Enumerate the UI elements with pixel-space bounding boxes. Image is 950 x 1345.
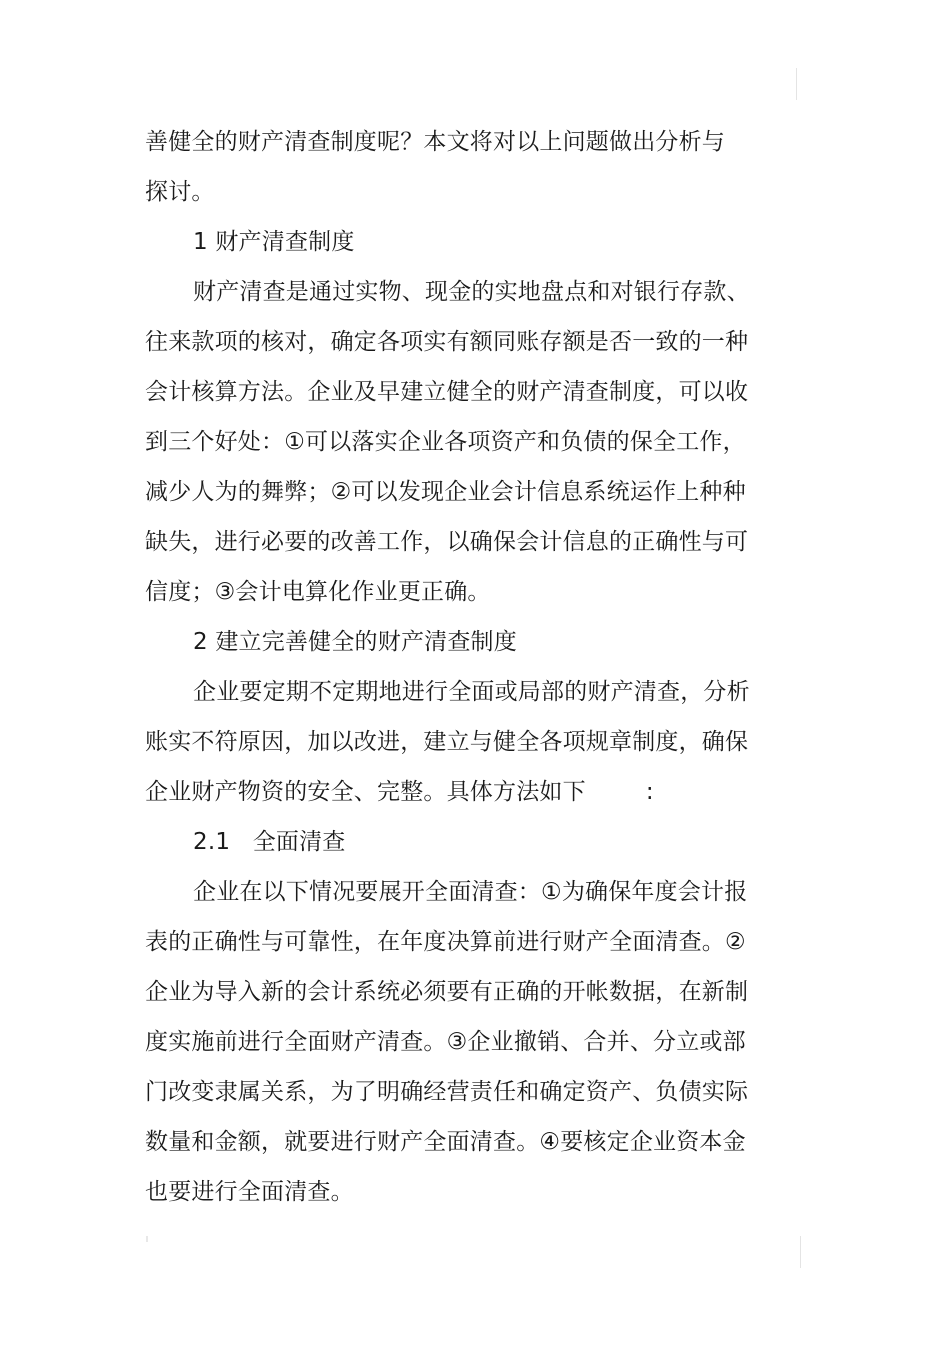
bottom-left-mark xyxy=(146,1236,148,1242)
text-line: 度实施前进行全面财产清查。③企业撤销、合并、分立或部 xyxy=(145,1029,746,1055)
text-line: 探讨。 xyxy=(145,179,215,205)
text-line: 信度；③会计电算化作业更正确。 xyxy=(145,579,491,605)
text-line: 到三个好处：①可以落实企业各项资产和负债的保全工作， xyxy=(145,429,746,455)
paragraph-first-line: 企业在以下情况要展开全面清查：①为确保年度会计报 xyxy=(193,879,748,905)
text-line: 企业财产物资的安全、完整。具体方法如下 : xyxy=(145,779,654,805)
section-heading: 2 建立完善健全的财产清查制度 xyxy=(193,629,517,655)
text-line: 门改变隶属关系，为了明确经营责任和确定资产、负债实际 xyxy=(145,1079,749,1105)
text-line: 善健全的财产清查制度呢？本文将对以上问题做出分析与 xyxy=(145,129,725,155)
paragraph-first-line: 企业要定期不定期地进行全面或局部的财产清查，分析 xyxy=(193,679,750,705)
subsection-heading: 2.1 全面清查 xyxy=(193,829,346,855)
text-line: 往来款项的核对，确定各项实有额同账存额是否一致的一种 xyxy=(145,329,749,355)
text-line: 会计核算方法。企业及早建立健全的财产清查制度，可以收 xyxy=(145,379,749,405)
paragraph-first-line: 财产清查是通过实物、现金的实地盘点和对银行存款、 xyxy=(193,279,750,305)
text-line: 账实不符原因，加以改进，建立与健全各项规章制度，确保 xyxy=(145,729,749,755)
text-line: 缺失，进行必要的改善工作，以确保会计信息的正确性与可 xyxy=(145,529,749,555)
text-line: 减少人为的舞弊；②可以发现企业会计信息系统运作上种种 xyxy=(145,479,746,505)
bottom-right-edge-mark xyxy=(800,1236,801,1268)
text-line: 表的正确性与可靠性，在年度决算前进行财产全面清查。② xyxy=(145,929,746,955)
text-line: 数量和金额，就要进行财产全面清查。④要核定企业资本金 xyxy=(145,1129,746,1155)
text-line: 也要进行全面清查。 xyxy=(145,1179,354,1205)
section-heading: 1 财产清查制度 xyxy=(193,229,355,255)
text-line: 企业为导入新的会计系统必须要有正确的开帐数据，在新制 xyxy=(145,979,749,1005)
top-right-edge-mark xyxy=(796,68,797,100)
